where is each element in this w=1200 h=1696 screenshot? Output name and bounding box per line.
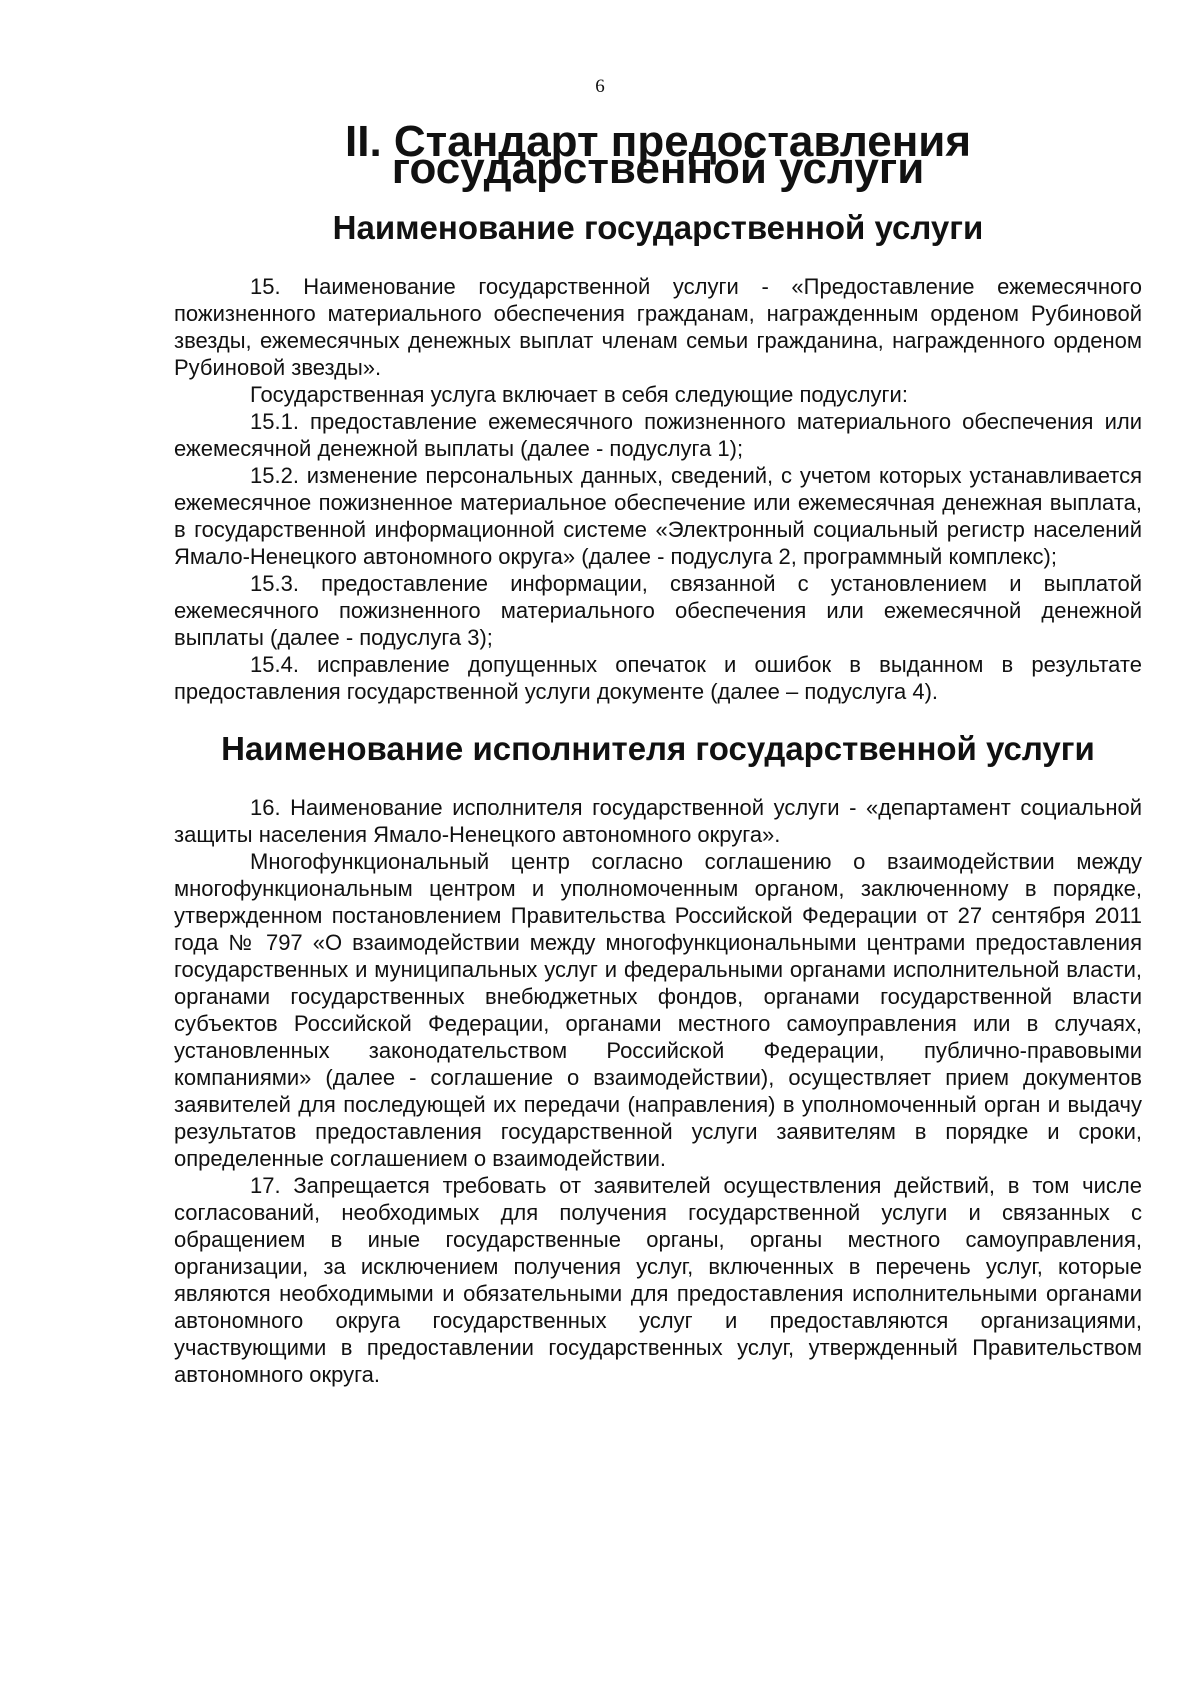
paragraph-15-2: 15.2. изменение персональных данных, сведений, с учетом которых устанавливается ежемесячное пожизненное материальное обеспечение или ежемесячная денежная выплата, в государственной информационной системе «Электронный социальный регистр населений Ямало-Ненецкого автономного округа» (далее - подуслуга 2, программный комплекс); <box>174 463 1142 569</box>
subsection-heading-service-name: Наименование государственной услуги <box>332 209 984 246</box>
subsection-heading-executor-name: Наименование исполнителя государственной услуги <box>221 730 1095 767</box>
paragraph-mfc: Многофункциональный центр согласно соглашению о взаимодействии между многофункциональным центром и уполномоченным органом, заключенному в порядке, утвержденном постановлением Правительства Российской Федерации от 27 сентября 2011 года № 797 «О взаимодействии между многофункциональными центрами предоставления государственных и муниципальных услуг и федеральными органами исполнительной власти, органами государственных внебюджетных фондов, органами государственной власти субъектов Российской Федерации, органами местного самоуправления или в случаях, установленных законодательством Российской Федерации, публично-правовыми компаниями» (далее - соглашение о взаимодействии), осуществляет прием документов заявителей для последующей их передачи (направления) в уполномоченный орган и выдачу результатов предоставления государственной услуги заявителям в порядке и сроки, определенные соглашением о взаимодействии. <box>174 849 1142 1171</box>
page-number: 6 <box>595 76 605 97</box>
paragraph-15-1: 15.1. предоставление ежемесячного пожизненного материального обеспечения или ежемесячной денежной выплаты (далее - подуслуга 1); <box>174 409 1142 461</box>
paragraph-16: 16. Наименование исполнителя государственной услуги - «департамент социальной защиты населения Ямало-Ненецкого автономного округа». <box>174 795 1142 847</box>
section-title: II. Стандарт предоставления государственной услуги <box>345 117 971 193</box>
document-body <box>174 117 1142 1388</box>
paragraph-subservices-intro: Государственная услуга включает в себя следующие подуслуги: <box>250 382 908 407</box>
paragraph-15: 15. Наименование государственной услуги - «Предоставление ежемесячного пожизненного материального обеспечения гражданам, награжденным орденом Рубиновой звезды, ежемесячных денежных выплат членам семьи гражданина, награжденного орденом Рубиновой звезды». <box>174 274 1142 380</box>
paragraph-17: 17. Запрещается требовать от заявителей осуществления действий, в том числе согласований, необходимых для получения государственной услуги и связанных с обращением в иные государственные органы, органы местного самоуправления, организации, за исключением получения услуг, включенных в перечень услуг, которые являются необходимыми и обязательными для предоставления исполнительными органами автономного округа государственных услуг и предоставляются организациями, участвующими в предоставлении государственных услуг, утвержденный Правительством автономного округа. <box>174 1173 1142 1387</box>
paragraph-15-4: 15.4. исправление допущенных опечаток и ошибок в выданном в результате предоставления государственной услуги документе (далее – подуслуга 4). <box>174 652 1142 704</box>
paragraph-15-3: 15.3. предоставление информации, связанной с установлением и выплатой ежемесячного пожизненного материального обеспечения или ежемесячной денежной выплаты (далее - подуслуга 3); <box>174 571 1142 650</box>
